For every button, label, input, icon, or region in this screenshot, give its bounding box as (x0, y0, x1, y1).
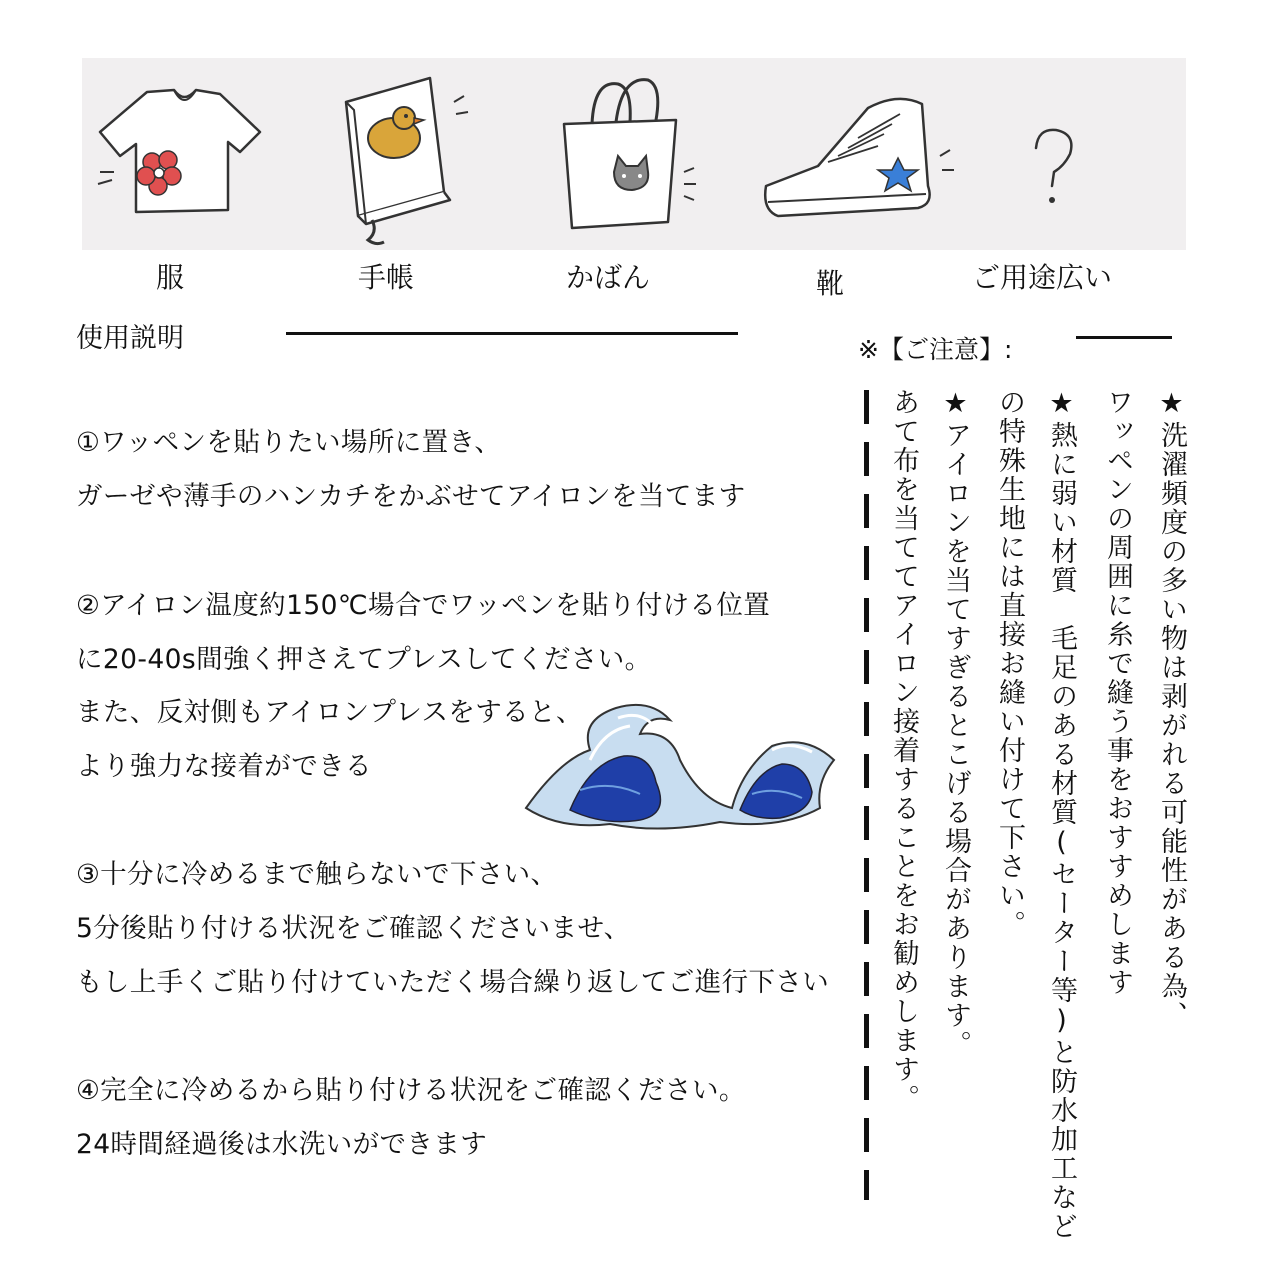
step-2-line-4: より強力な接着ができる (76, 751, 372, 782)
category-banner (82, 58, 1186, 250)
step-2-line-1: ②アイロン温度約150℃場合でワッペンを貼り付ける位置 (76, 590, 771, 621)
sneaker-icon (758, 86, 958, 236)
notice-column-3: ★熱に弱い材質 毛足のある材質(セーター等)と防水加工など (1046, 388, 1077, 1241)
notebook-icon (332, 72, 482, 250)
step-4-line-2: 24時間経過後は水洗いができます (76, 1129, 488, 1160)
category-label-clothes: 服 (156, 261, 185, 294)
step-3-line-1: ③十分に冷めるまで触らないで下さい、 (76, 859, 558, 890)
question-mark-icon (1024, 122, 1084, 212)
category-label-bag: かばん (566, 261, 651, 294)
step-3-line-3: もし上手くご貼り付けていただく場合繰り返してご進行下さい (76, 967, 830, 998)
step-1-line-2: ガーゼや薄手のハンカチをかぶせてアイロンを当てます (76, 481, 746, 512)
notice-underline (1076, 336, 1172, 339)
notice-dashed-divider (864, 390, 869, 1200)
category-label-various-uses: ご用途広い (972, 261, 1113, 294)
step-2-line-3: また、反対側もアイロンプレスをすると、 (76, 697, 583, 728)
notice-title: ※【ご注意】: (858, 335, 1013, 364)
instructions-title: 使用説明 (76, 323, 184, 354)
notice-column-4: の特殊生地には直接お縫い付けて下さい。 (994, 388, 1025, 939)
tshirt-icon (92, 80, 272, 230)
tote-bag-icon (552, 72, 712, 242)
category-label-shoes: 靴 (816, 267, 845, 300)
notice-column-1: ★洗濯頻度の多い物は剥がれる可能性がある為、 (1156, 388, 1187, 1030)
title-underline (286, 332, 738, 335)
notice-column-2: ワッペンの周囲に糸で縫う事をおすすめします (1102, 388, 1133, 997)
step-3-line-2: 5分後貼り付ける状況をご確認くださいませ、 (76, 913, 631, 944)
notice-column-6: あて布を当ててアイロン接着することをお勧めします。 (888, 388, 919, 1113)
step-1-line-1: ①ワッペンを貼りたい場所に置き、 (76, 427, 502, 458)
step-2-line-2: に20-40s間強く押さえてプレスしてください。 (76, 644, 652, 675)
wave-patch-image (520, 690, 840, 840)
step-4-line-1: ④完全に冷めるから貼り付ける状況をご確認ください。 (76, 1075, 746, 1106)
category-label-notebook: 手帳 (358, 261, 415, 294)
notice-column-5: ★アイロンを当てすぎるとこげる場合があります。 (940, 388, 971, 1059)
